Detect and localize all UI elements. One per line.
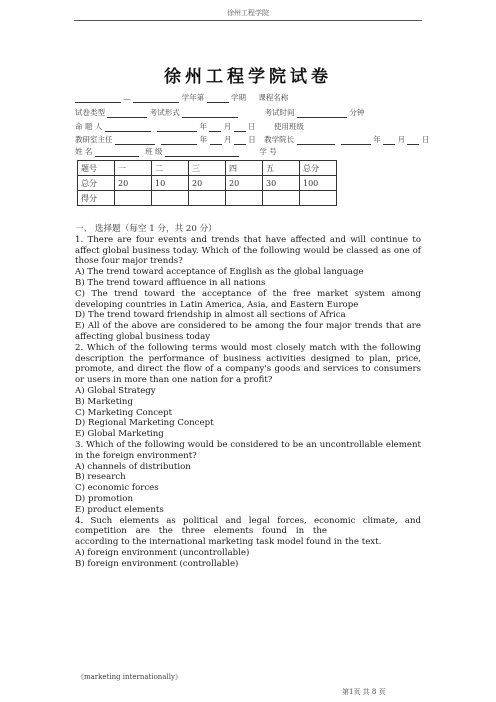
meta-row-year bbox=[75, 92, 435, 103]
table-cell: 一 bbox=[115, 161, 152, 176]
score-table-obtained-row bbox=[78, 191, 337, 206]
month-blank bbox=[209, 123, 221, 132]
question-text: 2. Which of the following terms would most closely match with the following description the performance of business activities designed to plan, price, promote, and direct the flow of a company's goods and services to consumers or users in more than one nation for a profit? bbox=[75, 342, 421, 386]
table-cell: 三 bbox=[189, 161, 226, 176]
score-table bbox=[77, 160, 337, 206]
year-label: 年 bbox=[199, 135, 208, 144]
score-input-cell[interactable] bbox=[300, 191, 337, 206]
month-blank bbox=[383, 136, 395, 145]
score-input-cell[interactable] bbox=[152, 191, 189, 206]
class-label: 班 级 bbox=[145, 147, 163, 156]
exam-form-blank bbox=[182, 109, 238, 118]
table-cell: 10 bbox=[152, 176, 189, 191]
year-start-blank bbox=[75, 94, 121, 103]
header-rule bbox=[74, 20, 422, 21]
dean-blank bbox=[297, 136, 335, 145]
table-cell: 30 bbox=[263, 176, 300, 191]
minutes-label: 分钟 bbox=[349, 108, 365, 117]
setter-blank bbox=[105, 123, 151, 132]
answer-option: E) product elements bbox=[75, 504, 164, 515]
answer-option: B) research bbox=[75, 472, 126, 483]
table-cell: 20 bbox=[115, 176, 152, 191]
exam-type-label: 试卷类型 bbox=[75, 108, 105, 117]
table-cell: 20 bbox=[226, 176, 263, 191]
director-blank bbox=[115, 136, 155, 145]
class-used-label: 使用班级 bbox=[273, 122, 304, 131]
footer-page-number: 第1页 共 8 页 bbox=[342, 688, 386, 696]
answer-option: B) The trend toward affluence in all nations bbox=[75, 277, 266, 288]
score-table-header-row bbox=[78, 161, 337, 176]
exam-time-blank bbox=[297, 109, 347, 118]
day-label: 日 bbox=[421, 135, 430, 144]
course-name-label: 课程名称 bbox=[258, 93, 289, 102]
year-term-label: 学年第 bbox=[181, 93, 205, 102]
footer-book-title: 《marketing internationally》 bbox=[77, 673, 182, 681]
dean-date-blank bbox=[341, 136, 371, 145]
question-text: 1. There are four events and trends that have affected and will continue to affect global business today. Which of the following would be classed as one of those four major trends? bbox=[75, 234, 421, 267]
director-date-blank bbox=[161, 136, 197, 145]
class-blank bbox=[165, 148, 239, 157]
answer-option: D) promotion bbox=[75, 493, 133, 504]
year-end-blank bbox=[133, 94, 179, 103]
day-blank bbox=[407, 136, 419, 145]
exam-time-label: 考试时间 bbox=[264, 108, 295, 117]
answer-option: A) foreign environment (uncontrollable) bbox=[75, 547, 250, 558]
month-label: 月 bbox=[223, 122, 232, 131]
day-label: 日 bbox=[248, 122, 256, 131]
answer-option: E) All of the above are considered to be among the four major trends that are affecting global business today bbox=[75, 321, 421, 342]
score-input-cell[interactable] bbox=[189, 191, 226, 206]
exam-form-label: 考试形式 bbox=[149, 108, 180, 117]
page-title: 徐州工程学院试卷 bbox=[164, 67, 332, 87]
meta-row-director bbox=[75, 134, 435, 145]
running-header: 徐州工程学院 bbox=[227, 9, 269, 17]
meta-row-student bbox=[75, 146, 435, 157]
year-label: 年 bbox=[373, 135, 381, 144]
dash: — bbox=[123, 94, 131, 103]
student-id-label: 学 号 bbox=[259, 147, 277, 156]
question-text-part: 4. Such elements as political and legal forces, economic climate, and competition are the three elements found in the bbox=[75, 515, 421, 537]
section-heading: 一、 选择题（每空 1 分，共 20 分） bbox=[75, 224, 217, 234]
answer-option: C) Marketing Concept bbox=[75, 407, 173, 418]
table-cell: 二 bbox=[152, 161, 189, 176]
answer-option: B) Marketing bbox=[75, 396, 133, 407]
table-cell: 总分 bbox=[78, 176, 115, 191]
answer-option: C) economic forces bbox=[75, 483, 159, 494]
answer-option: E) Global Marketing bbox=[75, 429, 164, 440]
score-table-totals-row bbox=[78, 176, 337, 191]
day-label: 日 bbox=[248, 135, 256, 144]
question-text bbox=[75, 516, 421, 548]
table-cell: 五 bbox=[263, 161, 300, 176]
month-label: 月 bbox=[223, 135, 232, 144]
exam-type-blank bbox=[107, 109, 147, 118]
name-blank bbox=[95, 148, 139, 157]
question-text-part: according to the international marketing task model found in the text. bbox=[75, 537, 382, 548]
meta-row-setter bbox=[75, 121, 435, 132]
question-body bbox=[75, 224, 421, 570]
table-cell: 题号 bbox=[78, 161, 115, 176]
year-label: 年 bbox=[199, 122, 207, 131]
score-input-cell[interactable] bbox=[115, 191, 152, 206]
score-input-cell[interactable] bbox=[226, 191, 263, 206]
table-cell: 四 bbox=[226, 161, 263, 176]
day-blank bbox=[234, 136, 246, 145]
answer-option: D) The trend toward friendship in almost all sections of Africa bbox=[75, 310, 346, 321]
setter-label: 命 题 人 bbox=[75, 122, 103, 131]
month-blank bbox=[210, 136, 222, 145]
month-label: 月 bbox=[397, 135, 406, 144]
answer-option: A) channels of distribution bbox=[75, 461, 191, 472]
answer-option: A) The trend toward acceptance of English as the global language bbox=[75, 267, 364, 278]
setter-date-blank bbox=[157, 123, 197, 132]
dean-label: 教学院长 bbox=[264, 135, 295, 144]
table-cell: 20 bbox=[189, 176, 226, 191]
answer-option: A) Global Strategy bbox=[75, 385, 156, 396]
answer-option: B) foreign environment (controllable) bbox=[75, 558, 239, 569]
meta-row-type bbox=[75, 107, 435, 118]
name-label: 姓 名 bbox=[75, 147, 93, 156]
term-label: 学期 bbox=[230, 93, 246, 102]
answer-option: C) The trend toward the acceptance of the free market system among developing countries in Latin America, Asia, and Eastern Europe bbox=[75, 288, 421, 310]
table-cell: 得分 bbox=[78, 191, 115, 206]
table-cell: 总分 bbox=[300, 161, 337, 176]
table-cell: 100 bbox=[300, 176, 337, 191]
question-text: 3. Which of the following would be considered to be an uncontrollable element in the foreign environment? bbox=[75, 439, 421, 461]
director-label: 教研室主任 bbox=[75, 135, 113, 144]
day-blank bbox=[234, 123, 246, 132]
term-blank bbox=[207, 94, 229, 103]
answer-option: D) Regional Marketing Concept bbox=[75, 418, 214, 429]
score-input-cell[interactable] bbox=[263, 191, 300, 206]
